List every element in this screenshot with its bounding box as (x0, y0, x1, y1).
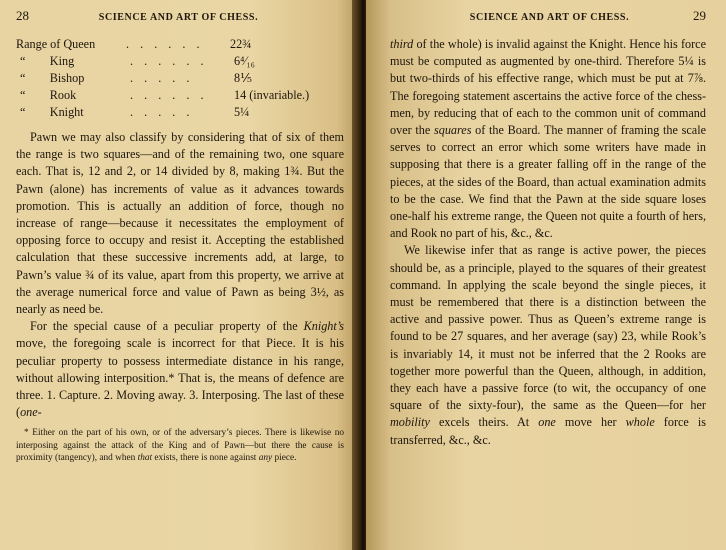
right-page (366, 0, 726, 550)
range-row-knight: “ Knight . . . . . 5¼ (20, 105, 250, 119)
range-row-king: “ King . . . . . . 6⁴⁄₁₆ (20, 54, 255, 68)
right-running-title: SCIENCE AND ART OF CHESS. (469, 12, 630, 23)
left-paragraph-pawn: Pawn we may also classify by considering that of six of them the range is two squares—and of the remaining two, one square each. That is, 12 and 2, or 14 divided by 8, making 1¾. But the Pawn (alone) has increments of value as it advances towards promotion. This is actually an addition of force, though no increase of range—because it necessitates the employment of opposing force to occupy and resist it. Accepting the established calculation that these successive increments add, at large, to Pawn’s value ¾ of its value, apart from this property, we arrive at the average numerical force and value of Pawn as being 3½, as nearly as need be. (16, 130, 344, 317)
left-running-title: SCIENCE AND ART OF CHESS. (98, 12, 259, 23)
left-page (0, 0, 358, 550)
range-row-bishop: “ Bishop . . . . . 8⅕ (20, 71, 252, 85)
right-paragraph-2: We likewise infer that as range is active power, the pieces should be, as a principle, played to the squares of their greatest command. In applying the scale beyond the single pieces, it must be remembered that there is a distinction between the active and passive power. Thus as Queen’s extreme range is found to be 27 squares, and her average (say) 23, while Rook’s is invariably 14, it must not be inferred that the 2 Rooks are together more powerful than the Queen, although, in addition, they each have a passive force (to wit, the occupancy of one square of the sixty-four), the same as the Queen—for her mobility excels theirs. At one move her whole force is transferred, &c., &c. (390, 243, 707, 447)
range-row-queen: Range of Queen . . . . . . 22¾ (16, 37, 252, 51)
left-paragraph-knight: For the special cause of a peculiar property of the Knight’s move, the foregoing scale is incorrect for that Piece. It is his peculiar property to possess intermediate distance in his range, without allowing interposition.* That is, the means of defence are three. 1. Capture. 2. Moving away. 3. Interposing. The last of these (one- (16, 319, 345, 420)
range-row-rook: “ Rook . . . . . . 14 (invariable.) (20, 88, 310, 102)
right-paragraph-1: third of the whole) is invalid against the Knight. Hence his force must be computed as augmented by one-third. Therefore 5¼ is but two-thirds of his effective range, which must be put at 7⅞. The foregoing statement ascertains the active force of the chess-men, by reducing that of each to the common unit of command over the squares of the Board. The manner of framing the scale serves to correct an error which some writers have made in supposing that there is a greater falling off in the range of the pieces, at the sides of the Board, than actual examination admits to be the case. We find that the Pawn at the side square loses one-half his extreme range, the Queen not quite a fourth of hers, and Rook no part of his, &c., &c. (390, 37, 707, 241)
left-page-number: 28 (16, 8, 29, 23)
left-running-head (16, 8, 344, 24)
right-running-head (390, 8, 706, 24)
left-footnote: * Either on the part of his own, or of the adversary’s pieces. There is likewise no interposing against the attack of the King and of Pawn—but there the cause is proximity (tangency), and when that exists, there is none against any piece. (16, 428, 344, 464)
right-page-number: 29 (692, 8, 706, 23)
range-table (16, 36, 344, 121)
